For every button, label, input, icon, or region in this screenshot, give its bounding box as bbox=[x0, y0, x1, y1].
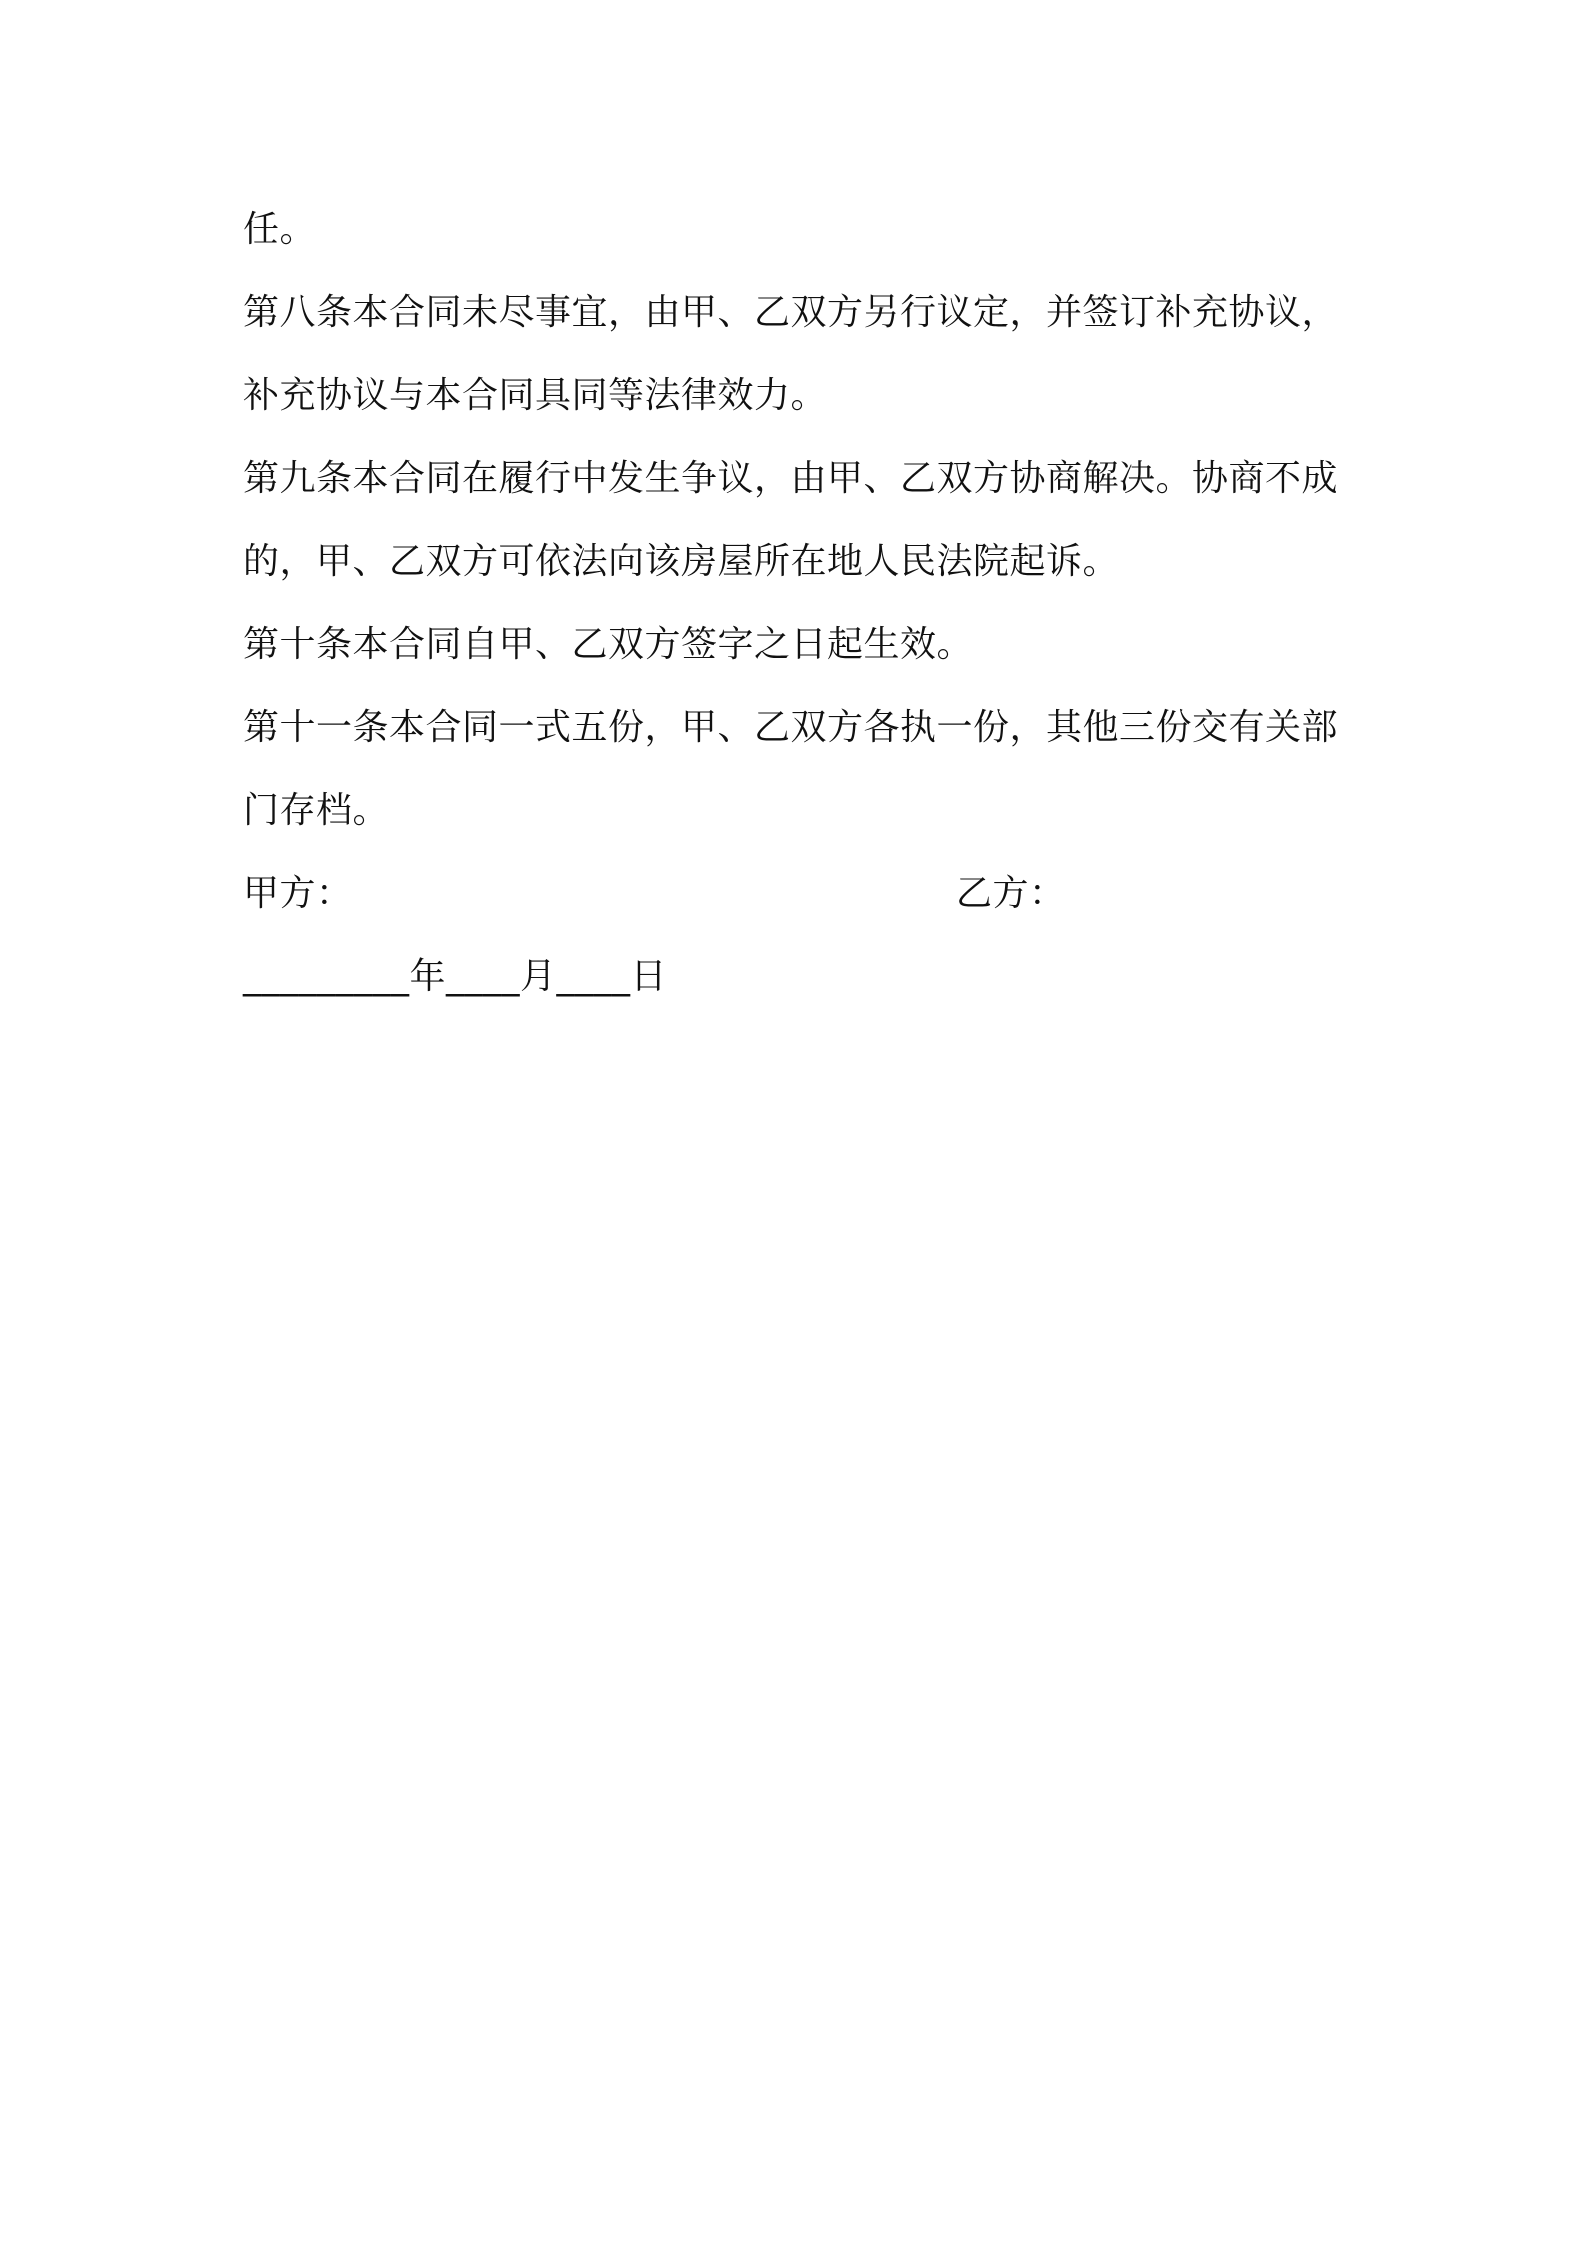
clause-8-line-2: 补充协议与本合同具同等法律效力。 bbox=[243, 375, 828, 416]
clause-9-line-2: 的，甲、乙双方可依法向该房屋所在地人民法院起诉。 bbox=[243, 541, 1120, 582]
clause-11-line-2: 门存档。 bbox=[243, 790, 390, 831]
signature-row bbox=[243, 852, 1363, 935]
party-a-label: 甲方： bbox=[243, 873, 353, 914]
clause-8-line-1: 第八条本合同未尽事宜，由甲、乙双方另行议定，并签订补充协议， bbox=[243, 292, 1339, 333]
document-body bbox=[243, 188, 1363, 1018]
clause-9-line-1: 第九条本合同在履行中发生争议，由甲、乙双方协商解决。协商不成 bbox=[243, 458, 1339, 499]
date-line: _________年____月____日 bbox=[243, 956, 667, 997]
party-b-label: 乙方： bbox=[956, 873, 1066, 914]
clause-10-line: 第十条本合同自甲、乙双方签字之日起生效。 bbox=[243, 624, 974, 665]
text-line: 任。 bbox=[243, 209, 317, 250]
clause-11-line-1: 第十一条本合同一式五份，甲、乙双方各执一份，其他三份交有关部 bbox=[243, 707, 1339, 748]
